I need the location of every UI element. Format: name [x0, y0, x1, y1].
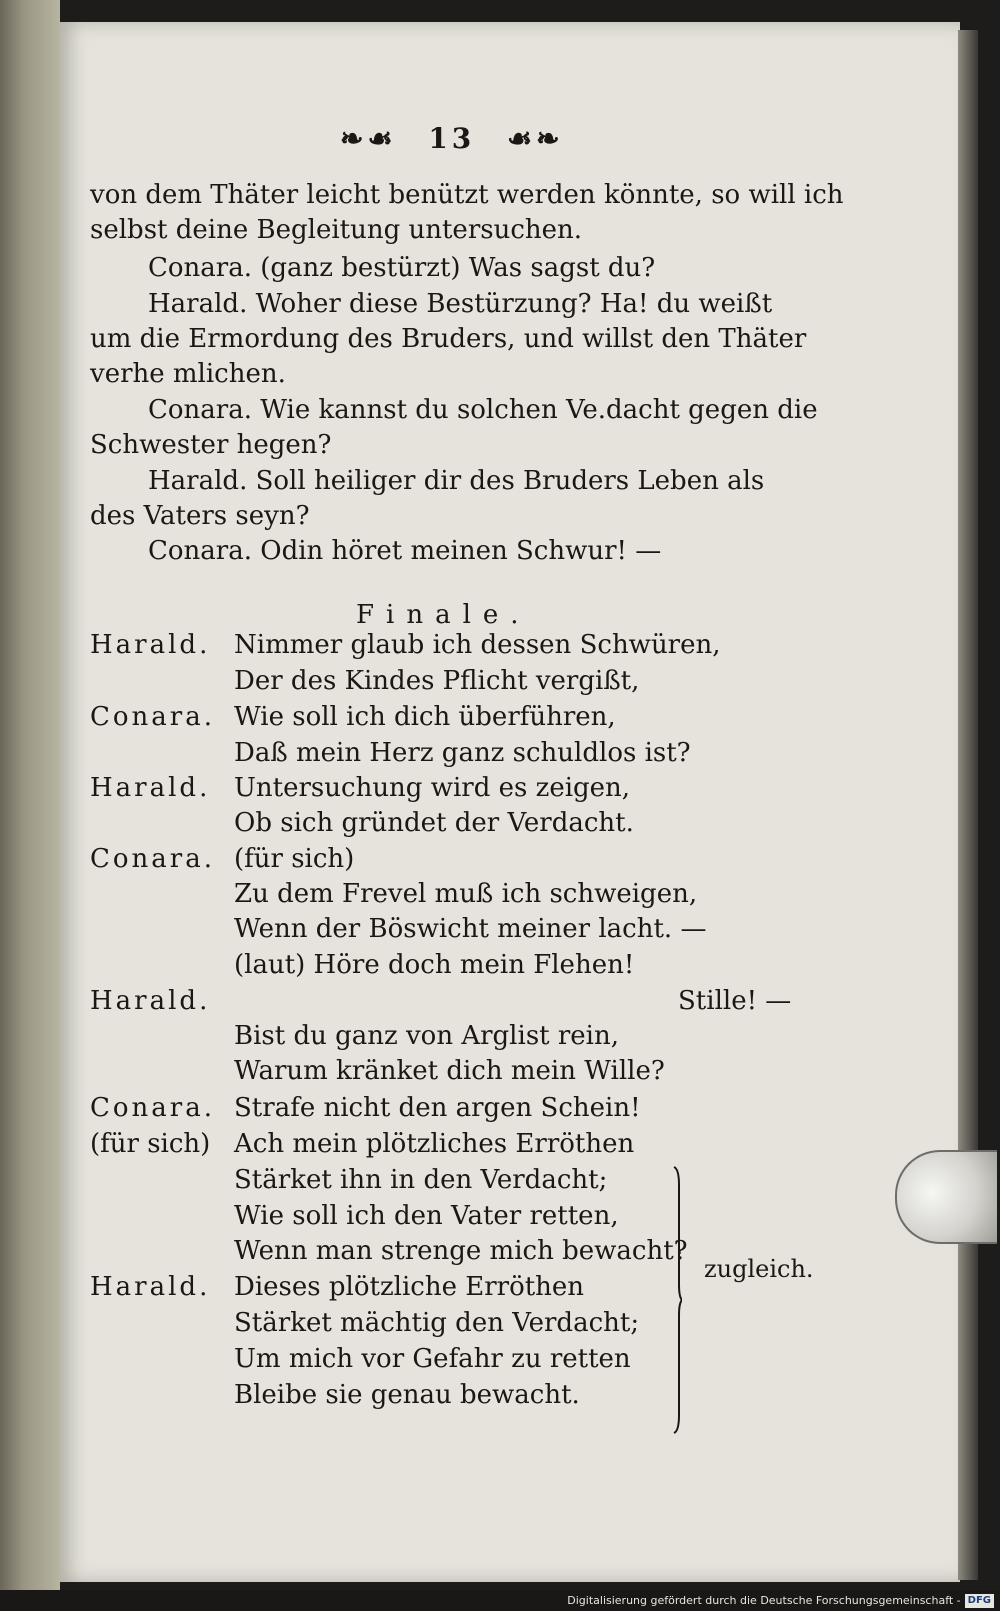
- page-number: 13: [428, 122, 476, 155]
- verse-line: Bleibe sie genau bewacht.: [234, 1380, 580, 1410]
- speaker-label: Harald.: [90, 773, 211, 803]
- verse-line: Daß mein Herz ganz schuldlos ist?: [234, 738, 691, 768]
- speaker-label: Harald.: [90, 986, 211, 1016]
- prose-line: von dem Thäter leicht benützt werden könnte, so will ich: [90, 180, 844, 210]
- verse-line: Nimmer glaub ich dessen Schwüren,: [234, 630, 721, 660]
- verse-line: Bist du ganz von Arglist rein,: [234, 1021, 620, 1051]
- prose-line: Conara. (ganz bestürzt) Was sagst du?: [148, 253, 656, 283]
- prose-line: Harald. Soll heiliger dir des Bruders Leben als: [148, 466, 765, 496]
- prose-line: verhe mlichen.: [90, 359, 286, 389]
- speaker-label: Conara.: [90, 844, 215, 874]
- verse-line: Zu dem Frevel muß ich schweigen,: [234, 879, 698, 909]
- footer-text: Digitalisierung gefördert durch die Deutsche Forschungsgemeinschaft -: [567, 1594, 961, 1607]
- speaker-label: Harald.: [90, 1272, 211, 1302]
- prose-line: Harald. Woher diese Bestürzung? Ha! du weißt: [148, 289, 773, 319]
- brace-mark: [672, 1165, 682, 1435]
- speaker-label: Conara.: [90, 702, 215, 732]
- zugleich-note: zugleich.: [704, 1255, 814, 1283]
- section-title: Finale.: [356, 600, 531, 630]
- verse-line: Untersuchung wird es zeigen,: [234, 773, 631, 803]
- verse-line: Wie soll ich den Vater retten,: [234, 1201, 619, 1231]
- prose-line: Schwester hegen?: [90, 430, 332, 460]
- stage-direction: (für sich): [90, 1129, 211, 1159]
- verse-line: Strafe nicht den argen Schein!: [234, 1093, 641, 1123]
- speaker-label: Conara.: [90, 1093, 215, 1123]
- ornament-left: ❧☙: [340, 122, 397, 155]
- verse-line-right: Stille! —: [678, 986, 792, 1016]
- footer-credit: [0, 1590, 1000, 1611]
- verse-line: Ob sich gründet der Verdacht.: [234, 808, 634, 838]
- verse-line: Warum kränket dich mein Wille?: [234, 1056, 665, 1086]
- stage-direction: (für sich): [234, 844, 355, 874]
- verse-line: Stärket mächtig den Verdacht;: [234, 1308, 640, 1338]
- page-header: [340, 122, 564, 155]
- verse-line: Dieses plötzliche Erröthen: [234, 1272, 585, 1302]
- verse-line: Ach mein plötzliches Erröthen: [234, 1129, 635, 1159]
- verse-line: (laut) Höre doch mein Flehen!: [234, 950, 635, 980]
- verse-line: Um mich vor Gefahr zu retten: [234, 1344, 631, 1374]
- verse-line: Der des Kindes Pflicht vergißt,: [234, 666, 640, 696]
- verse-line: Wie soll ich dich überführen,: [234, 702, 616, 732]
- prose-line: selbst deine Begleitung untersuchen.: [90, 215, 583, 245]
- dfg-logo: DFG: [965, 1594, 994, 1608]
- ornament-right: ☙❧: [507, 122, 564, 155]
- verse-line: Wenn der Böswicht meiner lacht. —: [234, 914, 707, 944]
- prose-line: Conara. Odin höret meinen Schwur! —: [148, 536, 662, 566]
- verse-line: Wenn man strenge mich bewacht?: [234, 1236, 688, 1266]
- prose-line: Conara. Wie kannst du solchen Ve.dacht gegen die: [148, 395, 818, 425]
- verse-line: Stärket ihn in den Verdacht;: [234, 1165, 608, 1195]
- prose-line: des Vaters seyn?: [90, 501, 310, 531]
- speaker-label: Harald.: [90, 630, 211, 660]
- prose-line: um die Ermordung des Bruders, und willst den Thäter: [90, 324, 807, 354]
